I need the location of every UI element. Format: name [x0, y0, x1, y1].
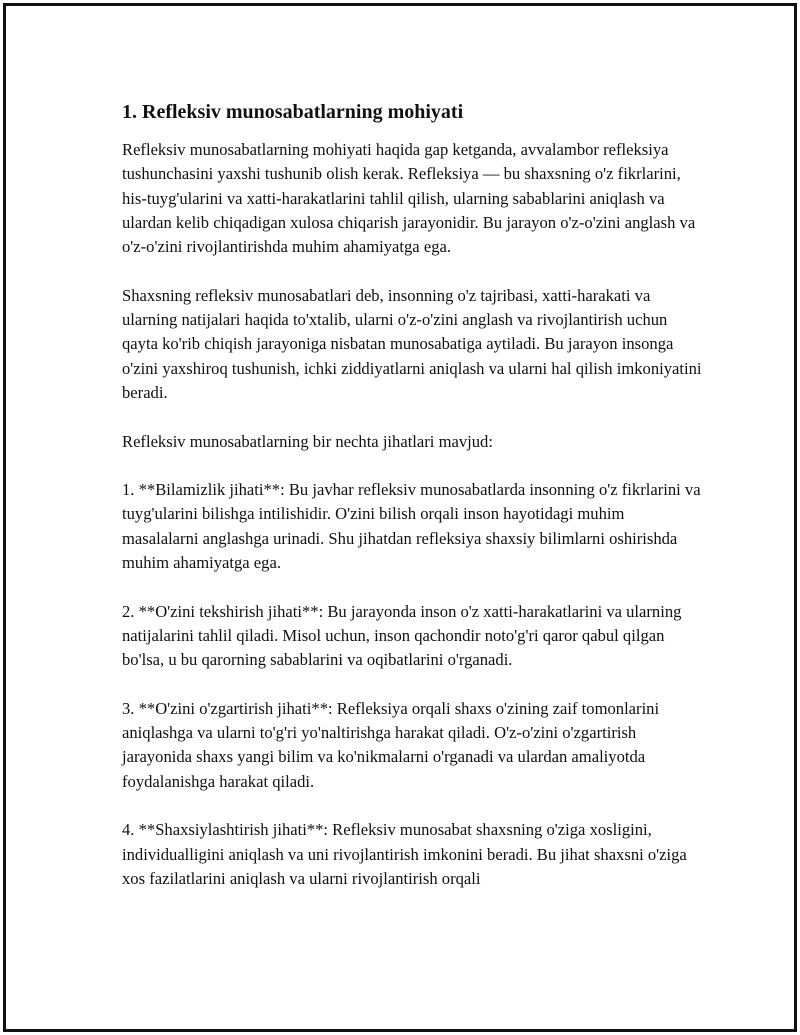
document-body	[122, 99, 702, 916]
section-heading: 1. Refleksiv munosabatlarning mohiyati	[122, 101, 464, 123]
paragraph: Refleksiv munosabatlarning mohiyati haqida gap ketganda, avvalambor refleksiya tushunchasini yaxshi tushunib olish kerak. Refleksiya — bu shaxsning o'z fikrlarini, his-tuyg'ularini va xatti-harakatlarini tahlil qilish, ularning sabablarini aniqlash va ulardan kelib chiqadigan xulosa chiqarish jarayonidir. Bu jarayon o'z-o'zini anglash va o'z-o'zini rivojlantirishda muhim ahamiyatga ega.	[122, 140, 696, 257]
list-item: 3. **O'zini o'zgartirish jihati**: Refleksiya orqali shaxs o'zining zaif tomonlarini aniqlashga va ularni to'g'ri yo'naltirishga harakat qiladi. O'z-o'zini o'zgartirish jarayonida shaxs yangi bilim va ko'nikmalarni o'rganadi va ulardan amaliyotda foydalanishga harakat qiladi.	[122, 698, 660, 791]
list-item: 1. **Bilamizlik jihati**: Bu javhar refleksiv munosabatlarda insonning o'z fikrlarini va tuyg'ularini bilishga intilishidir. O'zini bilish orqali inson hayotidagi muhim masalalarni anglashga urinadi. Shu jihatdan refleksiya shaxsiy bilimlarni oshirishda muhim ahamiyatga ega.	[122, 480, 701, 573]
paragraph: Refleksiv munosabatlarning bir nechta jihatlari mavjud:	[122, 431, 493, 451]
paragraph: Shaxsning refleksiv munosabatlari deb, insonning o'z tajribasi, xatti-harakati va ularning natijalari haqida to'xtalib, ularni o'z-o'zini anglash va rivojlantirish uchun qayta ko'rib chiqish jarayoniga nisbatan munosabatiga aytiladi. Bu jarayon insonga o'zini yaxshiroq tushunish, ichki ziddiyatlarni aniqlash va ularni hal qilish imkoniyatini beradi.	[122, 285, 702, 402]
list-item: 4. **Shaxsiylashtirish jihati**: Refleksiv munosabat shaxsning o'ziga xosligini, individualligini aniqlash va uni rivojlantirish imkonini beradi. Bu jihat shaxsni o'ziga xos fazilatlarini aniqlash va ularni rivojlantirish orqali	[122, 820, 687, 888]
list-item: 2. **O'zini tekshirish jihati**: Bu jarayonda inson o'z xatti-harakatlarini va ularning natijalarini tahlil qiladi. Misol uchun, inson qachondir noto'g'ri qaror qabul qilgan bo'lsa, u bu qarorning sabablarini va oqibatlarini o'rganadi.	[122, 601, 682, 670]
page-frame	[3, 3, 797, 1032]
